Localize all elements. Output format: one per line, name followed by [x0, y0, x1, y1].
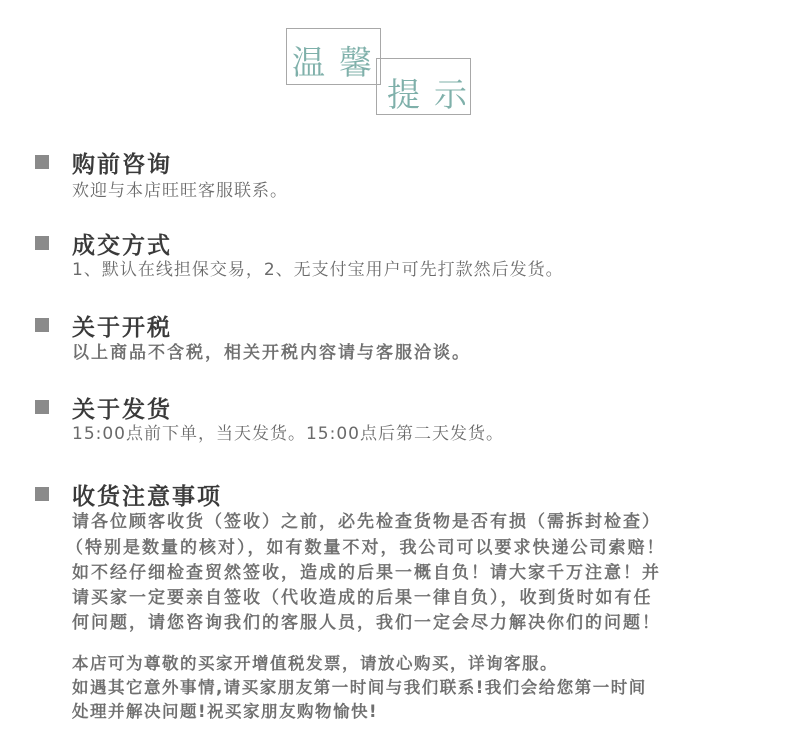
bullet-square-icon: [35, 155, 49, 169]
section-body: 以上商品不含税，相关开税内容请与客服洽谈。: [72, 343, 471, 363]
section-body-line: 请各位顾客收货（签收）之前，必先检查货物是否有损（需拆封检查）: [72, 512, 661, 532]
section-body: 1、默认在线担保交易，2、无支付宝用户可先打款然后发货。: [72, 260, 564, 280]
title-text-warm: 温馨: [292, 43, 386, 82]
section-title: 关于发货: [72, 397, 172, 423]
bullet-square-icon: [35, 400, 49, 414]
section-body-line: 如不经仔细检查贸然签收，造成的后果一概自负！请大家千万注意！并: [72, 563, 661, 583]
title-box-warm: [286, 28, 386, 85]
section-body-line: 何问题，请您咨询我们的客服人员，我们一定会尽力解决你们的问题！: [72, 613, 661, 633]
section-body: 欢迎与本店旺旺客服联系。: [72, 181, 288, 201]
section-body: 15:00点前下单，当天发货。15:00点后第二天发货。: [72, 424, 504, 444]
section-title: 关于开税: [72, 315, 172, 341]
footer-note-line: 本店可为尊敬的买家开增值税发票，请放心购买，详询客服。: [72, 654, 558, 673]
bullet-square-icon: [35, 236, 49, 250]
title-box-tips: [376, 58, 481, 115]
section-title: 成交方式: [72, 233, 172, 259]
section-title: 购前咨询: [72, 152, 172, 178]
title-text-tips: 提示: [387, 75, 481, 114]
footer-note-line: 处理并解决问题!祝买家朋友购物愉快!: [72, 702, 379, 721]
section-body-line: 请买家一定要亲自签收（代收造成的后果一律自负），收到货时如有任: [72, 588, 653, 608]
footer-note-line: 如遇其它意外事情,请买家朋友第一时间与我们联系!我们会给您第一时间: [72, 678, 647, 697]
bullet-square-icon: [35, 318, 49, 332]
section-title: 收货注意事项: [72, 484, 222, 510]
bullet-square-icon: [35, 487, 49, 501]
section-body-line: （特别是数量的核对），如有数量不对，我公司可以要求快递公司索赔！: [66, 538, 666, 558]
